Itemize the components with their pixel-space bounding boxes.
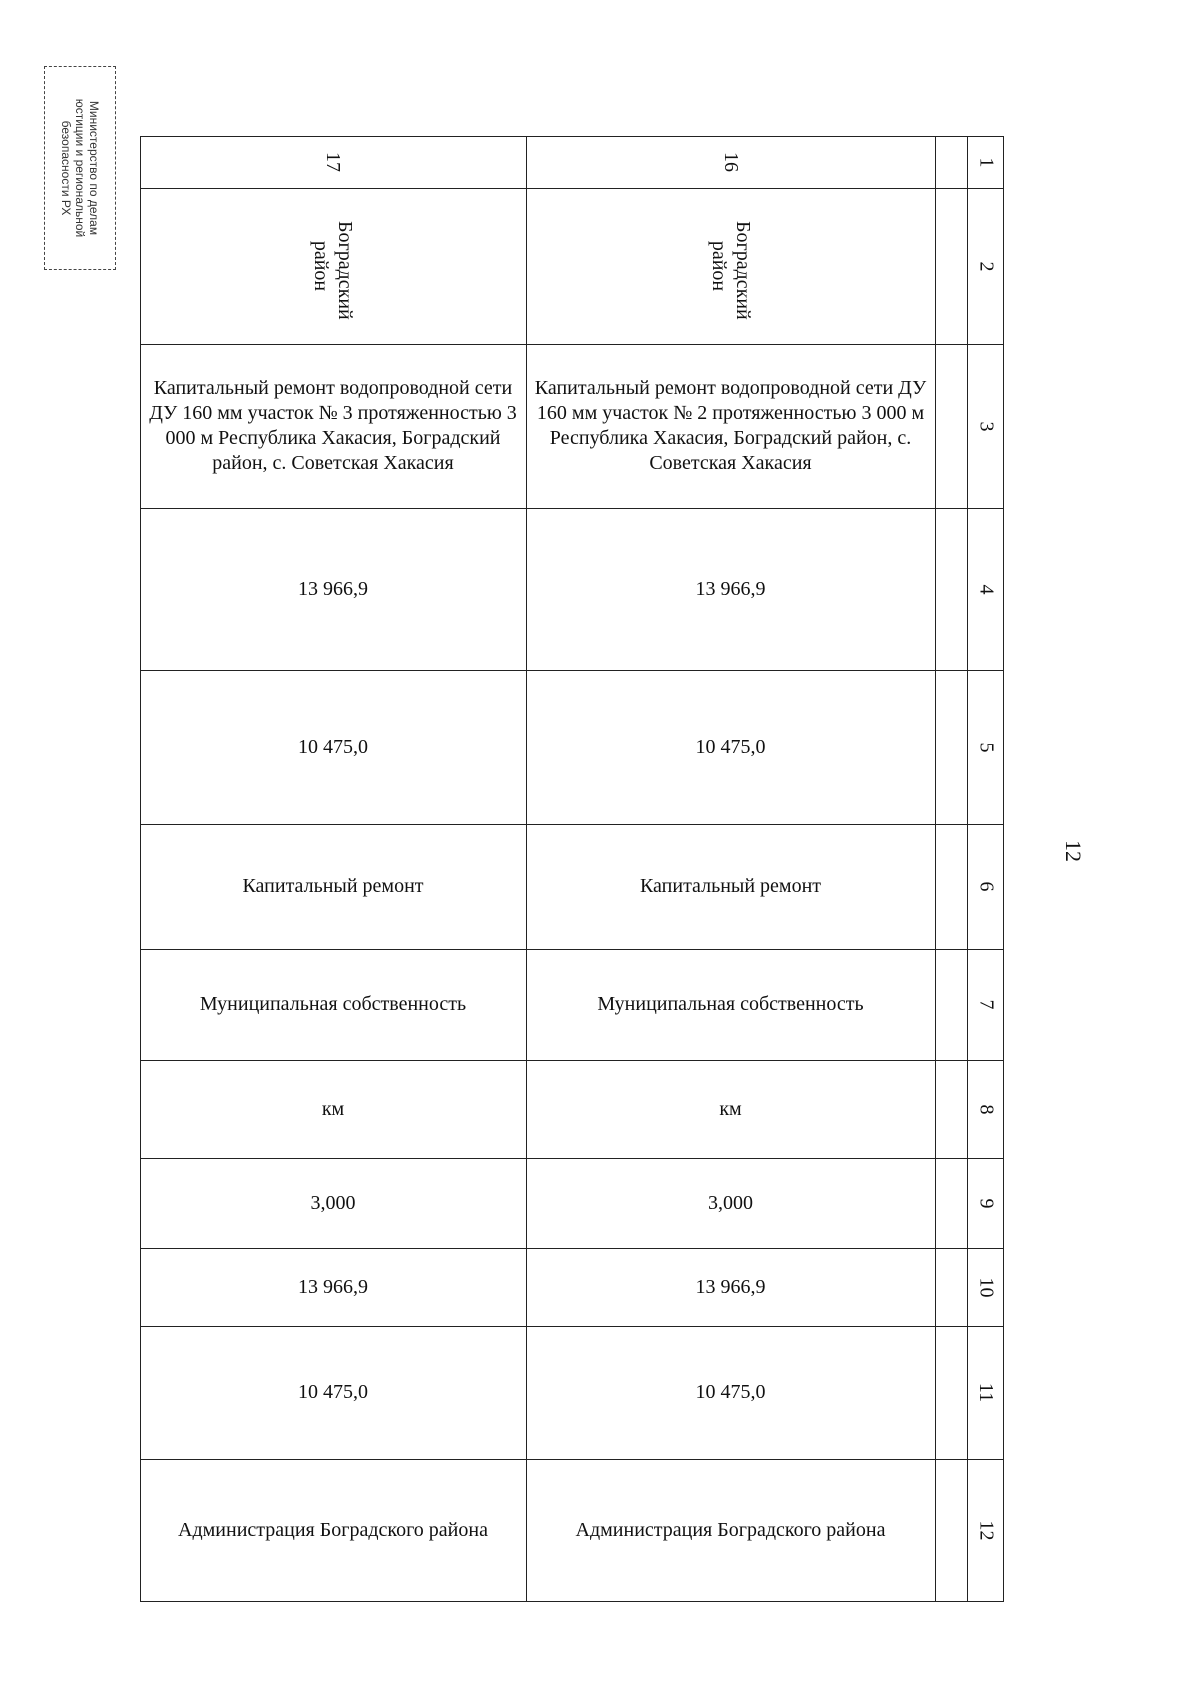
value-col5: 10 475,0 — [298, 735, 368, 758]
value-col11: 10 475,0 — [695, 1381, 766, 1403]
row-number: 17 — [322, 152, 344, 172]
value-col10: 13 966,9 — [298, 1275, 368, 1298]
object-name: Капитальный ремонт водопроводной сети ДУ 160 мм участок № 2 протяженностью 3 000 м Республика Хакасия, Боградский район, с. Советская Хакасия — [534, 377, 927, 474]
customer: Администрация Боградского района — [575, 1518, 886, 1541]
district-cell — [140, 188, 526, 344]
column-number: 12 — [975, 1520, 997, 1540]
value-col10: 13 966,9 — [695, 1275, 766, 1298]
value-col11: 10 475,0 — [298, 1381, 368, 1403]
work-type: Капитальный ремонт — [242, 875, 424, 897]
column-number: 2 — [975, 261, 997, 271]
value-col4: 13 966,9 — [298, 577, 368, 600]
column-number: 1 — [975, 157, 997, 167]
row-number-cell — [140, 136, 526, 188]
column-number: 3 — [975, 421, 997, 431]
ownership: Муниципальная собственность — [597, 993, 864, 1015]
district: Боградский район — [310, 221, 356, 320]
column-number: 10 — [975, 1277, 997, 1297]
capacity: 3,000 — [708, 1191, 753, 1214]
page-number: 12 — [1061, 840, 1086, 862]
value-col5: 10 475,0 — [695, 735, 766, 758]
column-number: 9 — [975, 1198, 997, 1208]
stamp-line: Министерство по делам — [87, 100, 101, 236]
district: Боградский район — [707, 221, 754, 320]
stamp-text — [59, 68, 101, 268]
value-col4: 13 966,9 — [695, 577, 766, 600]
data-table — [140, 136, 1004, 1602]
column-number: 6 — [975, 881, 997, 892]
column-number: 7 — [975, 999, 997, 1010]
unit: км — [321, 1097, 345, 1120]
row-number-cell — [526, 136, 935, 188]
row-number: 16 — [719, 152, 742, 172]
ownership: Муниципальная собственность — [199, 993, 467, 1015]
stamp-line: безопасности РХ — [59, 120, 73, 216]
registration-stamp — [44, 66, 116, 270]
column-number: 5 — [975, 742, 997, 752]
column-number: 11 — [974, 1382, 997, 1403]
work-type: Капитальный ремонт — [639, 875, 822, 897]
stamp-line: юстиции и региональной — [73, 98, 87, 238]
column-number: 8 — [975, 1104, 997, 1114]
unit: км — [719, 1097, 742, 1120]
column-number: 4 — [975, 584, 997, 594]
object-name: Капитальный ремонт водопроводной сети ДУ 160 мм участок № 3 протяженностью 3 000 м Республика Хакасия, Боградский район, с. Советская Хакасия — [149, 377, 517, 474]
capacity: 3,000 — [310, 1191, 356, 1214]
district-cell — [526, 188, 935, 344]
customer: Администрация Боградского района — [178, 1518, 488, 1541]
